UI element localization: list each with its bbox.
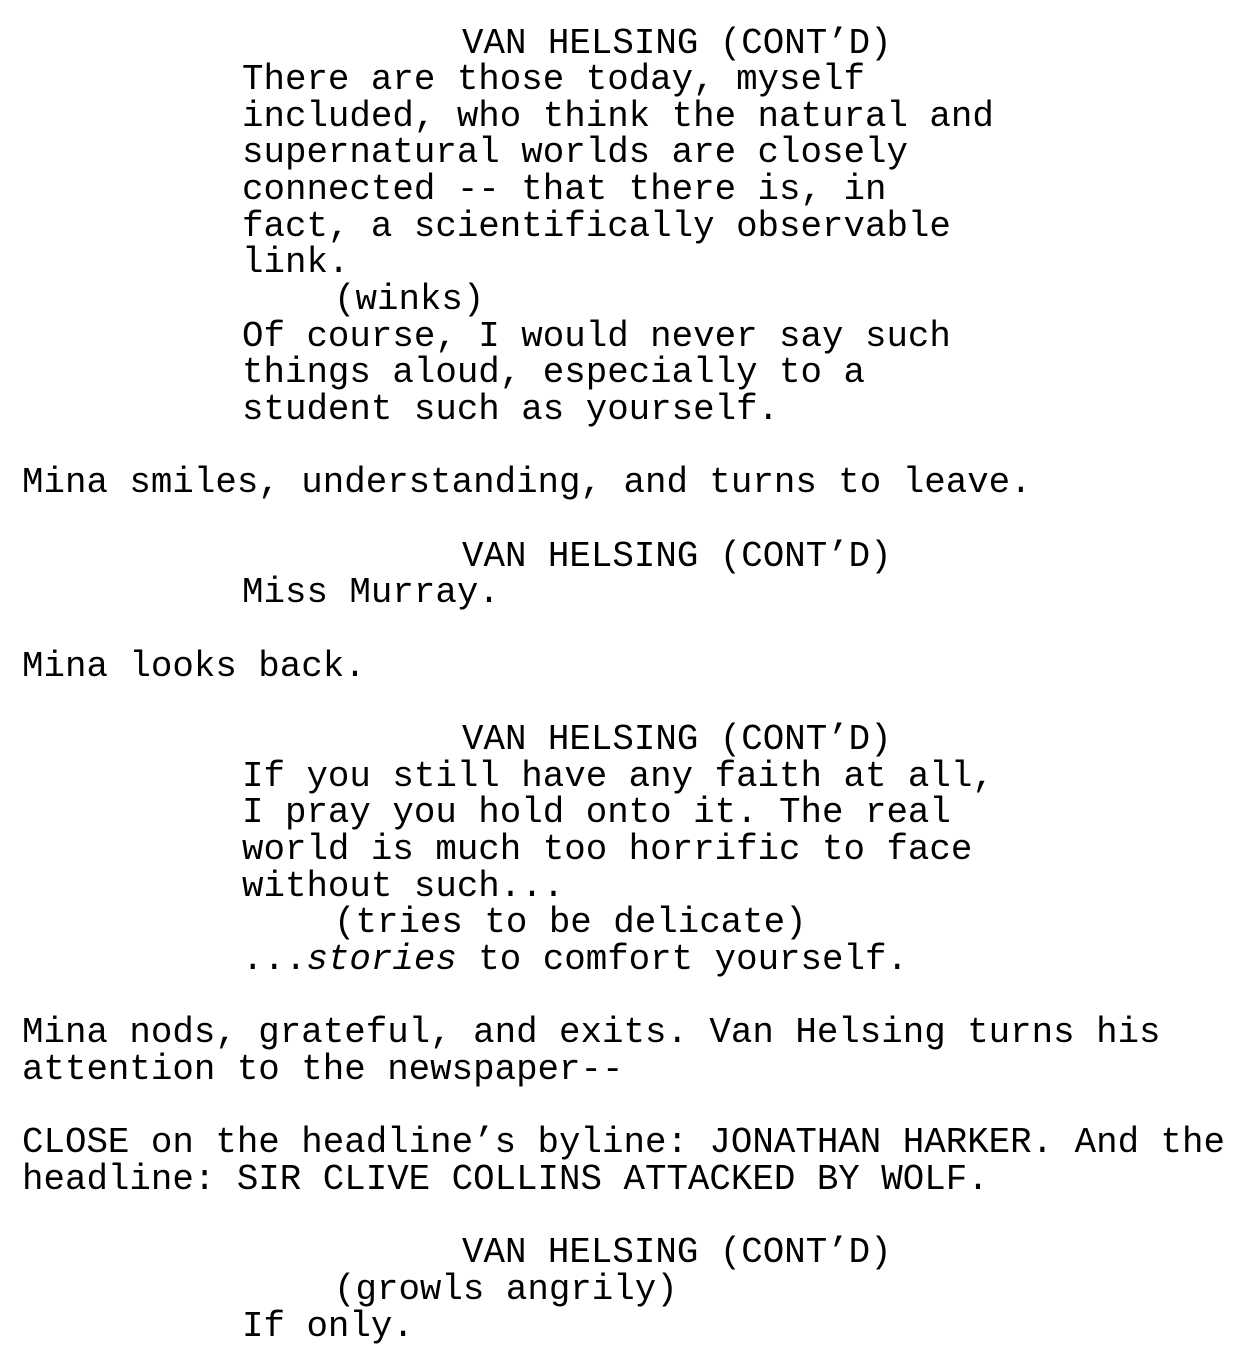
dialogue-line: Miss Murray. bbox=[242, 572, 500, 613]
dialogue-line-emphasis bbox=[242, 939, 908, 980]
dialogue-line: If only. bbox=[242, 1306, 414, 1347]
action-line: Mina smiles, understanding, and turns to leave. bbox=[22, 462, 1032, 503]
dialogue-line: I pray you hold onto it. The real bbox=[242, 792, 951, 833]
action-line: attention to the newspaper-- bbox=[22, 1049, 624, 1090]
emphasized-word: stories bbox=[306, 939, 457, 980]
character-name: VAN HELSING (CONT’D) bbox=[462, 23, 892, 64]
character-name: VAN HELSING (CONT’D) bbox=[462, 1232, 892, 1273]
dialogue-line: world is much too horrific to face bbox=[242, 829, 973, 870]
dialogue-line: supernatural worlds are closely bbox=[242, 132, 908, 173]
dialogue-prefix: ... bbox=[242, 939, 307, 980]
dialogue-line: connected -- that there is, in bbox=[242, 169, 887, 210]
dialogue-line: things aloud, especially to a bbox=[242, 352, 865, 393]
action-line: headline: SIR CLIVE COLLINS ATTACKED BY WOLF. bbox=[22, 1159, 989, 1200]
dialogue-line: fact, a scientifically observable bbox=[242, 206, 951, 247]
action-line: Mina looks back. bbox=[22, 646, 366, 687]
action-line: CLOSE on the headline’s byline: JONATHAN HARKER. And the bbox=[22, 1122, 1225, 1163]
dialogue-line: If you still have any faith at all, bbox=[242, 756, 994, 797]
character-name: VAN HELSING (CONT’D) bbox=[462, 719, 892, 760]
dialogue-line: included, who think the natural and bbox=[242, 96, 994, 137]
parenthetical: (winks) bbox=[334, 279, 485, 320]
character-name: VAN HELSING (CONT’D) bbox=[462, 536, 892, 577]
parenthetical: (tries to be delicate) bbox=[334, 902, 807, 943]
dialogue-line: There are those today, myself bbox=[242, 59, 865, 100]
action-line: Mina nods, grateful, and exits. Van Helsing turns his bbox=[22, 1012, 1161, 1053]
parenthetical: (growls angrily) bbox=[334, 1269, 678, 1310]
dialogue-line: without such... bbox=[242, 866, 565, 907]
dialogue-suffix: to comfort yourself. bbox=[456, 939, 908, 980]
dialogue-line: student such as yourself. bbox=[242, 389, 780, 430]
dialogue-line: link. bbox=[242, 242, 350, 283]
dialogue-line: Of course, I would never say such bbox=[242, 316, 951, 357]
